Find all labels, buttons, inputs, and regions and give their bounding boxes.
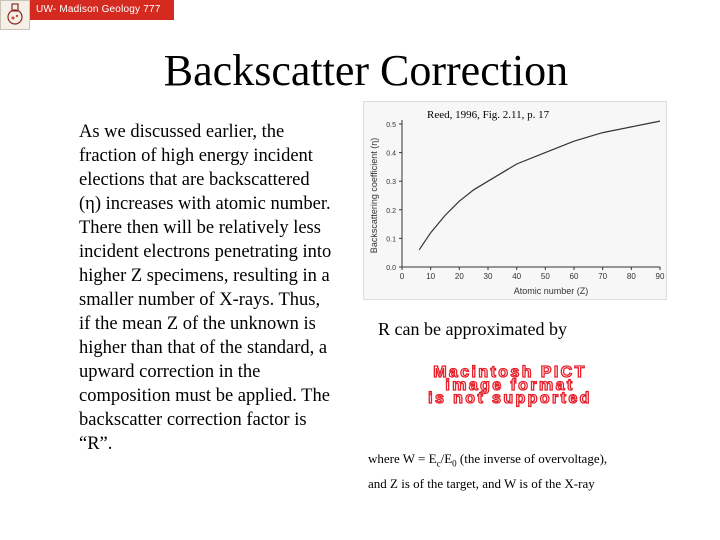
x-tick-label: 60 [569,272,579,281]
y-tick-label: 0.5 [386,122,396,129]
backscatter-chart [364,102,668,301]
x-tick-label: 80 [626,272,636,281]
x-tick-label: 30 [483,272,493,281]
note-subscript: c [436,458,441,469]
backscatter-figure [363,101,667,300]
x-tick-label: 50 [540,272,550,281]
course-header: UW- Madison Geology 777 [30,0,174,20]
body-line: composition must be applied. The [79,386,330,406]
body-line: elections that are backscattered [79,170,310,190]
body-line: (η) increases with atomic number. [79,194,331,214]
series-line [419,121,660,250]
x-tick-label: 40 [512,272,522,281]
y-tick-label: 0.0 [386,265,396,272]
body-paragraph [79,120,364,456]
variable-note [368,449,688,493]
note-subscript: 0 [452,458,457,469]
body-line: incident electrons penetrating into [79,242,332,262]
body-line: higher Z specimens, resulting in a [79,266,330,286]
pict-line: Macintosh PICT [433,364,587,381]
x-tick-label: 10 [426,272,436,281]
x-tick-label: 90 [655,272,665,281]
note-text: /E [440,451,453,466]
y-tick-label: 0.1 [386,236,396,244]
note-text: (the inverse of overvoltage), [456,451,608,466]
figure-caption: Reed, 1996, Fig. 2.11, p. 17 [427,109,550,121]
pict-line: is not supported [428,390,592,407]
body-line: if the mean Z of the unknown is [79,314,316,334]
flask-logo-icon [0,0,30,30]
x-tick-label: 70 [598,272,608,281]
note-text: where W = E [368,451,437,466]
slide-title: Backscatter Correction [163,46,569,95]
x-tick-label: 20 [454,272,464,281]
body-line: “R”. [79,434,113,454]
x-axis-label: Atomic number (Z) [513,286,589,296]
y-tick-label: 0.4 [386,150,396,158]
note-line-2: and Z is of the target, and W is of the X-ray [368,475,595,491]
body-line: There then will be relatively less [79,218,321,238]
body-line: As we discussed earlier, the [79,122,285,142]
note-line-1 [368,449,688,474]
y-axis-label: Backscattering coefficient (η) [369,137,379,254]
body-line: higher than that of the standard, a [79,338,328,358]
pict-line: image format [445,377,575,394]
y-tick-label: 0.3 [386,179,396,187]
x-tick-label: 0 [399,272,405,281]
body-line: fraction of high energy incident [79,146,313,166]
body-line: backscatter correction factor is [79,410,307,430]
approximation-text: R can be approximated by [378,319,567,339]
y-tick-label: 0.2 [386,207,396,215]
body-line: upward correction in the [79,362,261,382]
body-line: smaller number of X-rays. Thus, [79,290,321,310]
pict-placeholder [362,366,658,405]
